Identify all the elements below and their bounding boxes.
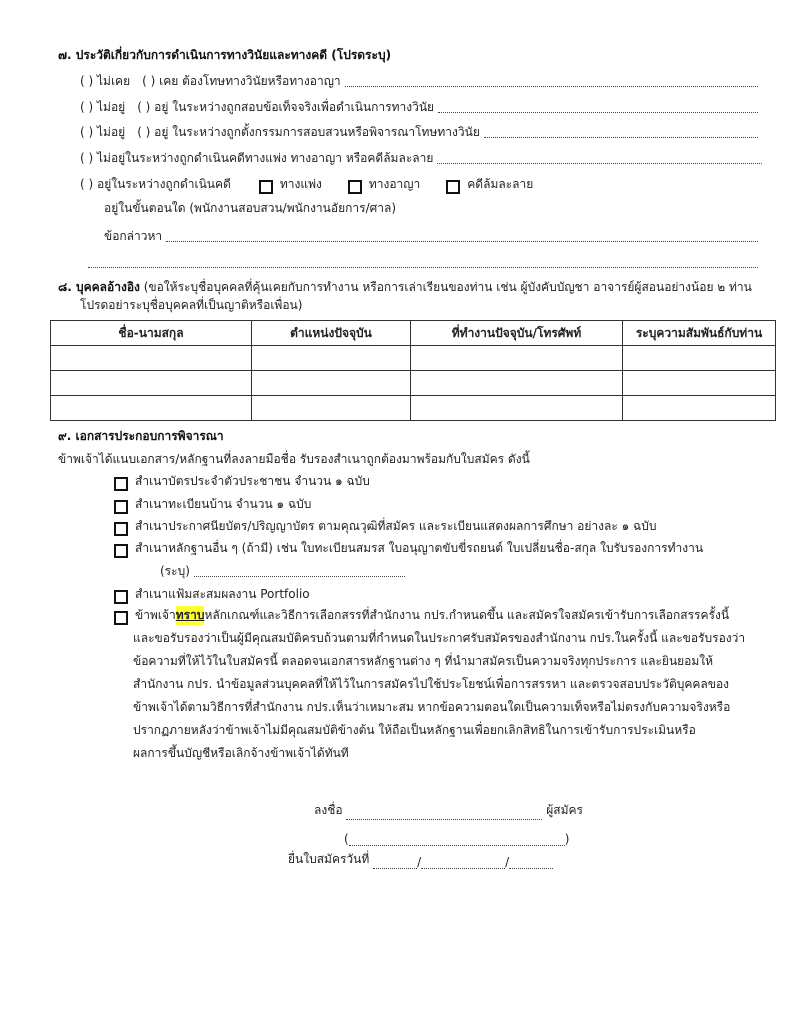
- cell[interactable]: [252, 396, 411, 421]
- reference-table: [50, 320, 776, 421]
- cell[interactable]: [252, 371, 411, 396]
- discipline-row-1[interactable]: [80, 73, 758, 91]
- item-label: สำเนาบัตรประจำตัวประชาชน จำนวน ๑ ฉบับ: [135, 474, 370, 488]
- checkbox-bankruptcy[interactable]: [446, 180, 460, 194]
- doc-item-portfolio: [114, 586, 310, 604]
- paren-close: ): [564, 832, 570, 846]
- option-in[interactable]: ( ) อยู่ ในระหว่างถูกสอบข้อเท็จจริงเพื่อดำเนินการทางวินัย: [137, 100, 435, 114]
- applicant-label: ผู้สมัคร: [546, 803, 583, 817]
- declaration-line-5: ข้าพเจ้าได้ตามวิธีการที่สำนักงาน กปร.เห็นว่าเหมาะสม หากข้อความตอนใดเป็นความเท็จหรือไม่ตรงกับความจริงหรือ: [133, 700, 731, 714]
- item-label: สำเนาทะเบียนบ้าน จำนวน ๑ ฉบับ: [135, 497, 312, 511]
- fill-line[interactable]: [438, 111, 758, 113]
- cell[interactable]: [411, 371, 623, 396]
- label-bankruptcy: คดีล้มละลาย: [467, 177, 534, 191]
- option-ever[interactable]: ( ) เคย ต้องโทษทางวินัยหรือทางอาญา: [142, 74, 341, 88]
- discipline-row-2[interactable]: [80, 99, 758, 117]
- col-relation: ระบุความสัมพันธ์กับท่าน: [623, 321, 776, 346]
- checkbox-declaration[interactable]: [114, 611, 128, 625]
- item-label: สำเนาแฟ้มสะสมผลงาน Portfolio: [135, 587, 310, 601]
- signature-row: [314, 802, 583, 820]
- checkbox[interactable]: [114, 477, 128, 491]
- cell[interactable]: [623, 396, 776, 421]
- option-in[interactable]: ( ) อยู่ ในระหว่างถูกตั้งกรรมการสอบสวนหรือพิจารณาโทษทางวินัย: [137, 125, 480, 139]
- option-not[interactable]: ( ) ไม่อยู่: [80, 100, 126, 114]
- option-in-case[interactable]: ( ) อยู่ในระหว่างถูกดำเนินคดี: [80, 177, 231, 191]
- date-sep: /: [505, 855, 510, 869]
- date-row: [288, 851, 553, 869]
- table-row: [51, 346, 776, 371]
- signature-field[interactable]: [346, 818, 542, 820]
- col-workplace: ที่ทำงานปัจจุบัน/โทรศัพท์: [411, 321, 623, 346]
- section8-note: (ขอให้ระบุชื่อบุคคลที่คุ้นเคยกับการทำงาน หรือการเล่าเรียนของท่าน เช่น ผู้บังคับบัญชา อาจารย์ผู้สอนอย่างน้อย ๒ ท่าน: [143, 280, 752, 294]
- declaration-pre: ข้าพเจ้า: [135, 608, 176, 622]
- sign-label: ลงชื่อ: [314, 803, 343, 817]
- discipline-row-3[interactable]: [80, 124, 758, 142]
- charge-row-2[interactable]: [88, 254, 758, 272]
- charge-label: ข้อกล่าวหา: [104, 229, 163, 243]
- checkbox[interactable]: [114, 522, 128, 536]
- declaration-line-4: สำนักงาน กปร. นำข้อมูลส่วนบุคคลที่ให้ไว้ในการสมัครไปใช้ประโยชน์เพื่อการสรรหา และตรวจสอบประวัติบุคคลของ: [133, 677, 730, 691]
- specify-label: (ระบุ): [160, 564, 190, 578]
- printed-name-row: [344, 828, 569, 846]
- section8-note-2: โปรดอย่าระบุชื่อบุคคลที่เป็นญาติหรือเพื่อน): [80, 298, 303, 312]
- cell[interactable]: [623, 371, 776, 396]
- cell[interactable]: [51, 371, 252, 396]
- section9-heading: ๙. เอกสารประกอบการพิจารณา: [58, 429, 224, 443]
- declaration-text: หลักเกณฑ์และวิธีการเลือกสรรที่สำนักงาน กปร.กำหนดขึ้น และสมัครใจสมัครเข้ารับการเลือกสรรครั้งนี้: [204, 608, 730, 622]
- section8-title-row: [58, 279, 752, 297]
- paren-open: (: [344, 832, 349, 846]
- section7-heading: ๗. ประวัติเกี่ยวกับการดำเนินการทางวินัยและทางคดี (โปรดระบุ): [58, 48, 392, 62]
- date-label: ยื่นใบสมัครวันที่: [288, 852, 370, 866]
- charge-row[interactable]: [104, 228, 758, 246]
- checkbox[interactable]: [114, 500, 128, 514]
- section9-intro: ข้าพเจ้าได้แนบเอกสาร/หลักฐานที่ลงลายมือชื่อ รับรองสำเนาถูกต้องมาพร้อมกับใบสมัคร ดังนี้: [58, 452, 530, 466]
- printed-name-field[interactable]: [349, 844, 565, 846]
- doc-item-other: [114, 540, 703, 558]
- charge-fill[interactable]: [166, 240, 758, 242]
- cell[interactable]: [51, 396, 252, 421]
- fill-line[interactable]: [484, 136, 758, 138]
- label-civil: ทางแพ่ง: [279, 177, 322, 191]
- fill-line[interactable]: [345, 85, 758, 87]
- charge-fill-2[interactable]: [88, 266, 758, 268]
- doc-item-id-card: [114, 473, 370, 491]
- checkbox-civil[interactable]: [259, 180, 273, 194]
- table-row: [51, 371, 776, 396]
- checkbox-criminal[interactable]: [348, 180, 362, 194]
- cell[interactable]: [51, 346, 252, 371]
- col-position: ตำแหน่งปัจจุบัน: [252, 321, 411, 346]
- declaration-line-3: ข้อความที่ให้ไว้ในใบสมัครนี้ ตลอดจนเอกสารหลักฐานต่าง ๆ ที่นำมาสมัครเป็นความจริงทุกประการ และยินยอมให้: [133, 654, 714, 668]
- declaration-line-7: ผลการขึ้นบัญชีหรือเลิกจ้างข้าพเจ้าได้ทันที: [133, 746, 349, 760]
- declaration-line-6: ปรากฏภายหลังว่าข้าพเจ้าไม่มีคุณสมบัติข้างต้น ให้ถือเป็นหลักฐานเพื่อยกเลิกสิทธิในการเข้ารับการประเมินหรือ: [133, 723, 696, 737]
- label-criminal: ทางอาญา: [368, 177, 421, 191]
- doc-item-degree: [114, 518, 656, 536]
- col-name: ชื่อ-นามสกุล: [51, 321, 252, 346]
- option-never[interactable]: ( ) ไม่เคย: [80, 74, 131, 88]
- option-not-in-case[interactable]: ( ) ไม่อยู่ในระหว่างถูกดำเนินคดีทางแพ่ง ทางอาญา หรือคดีล้มละลาย: [80, 151, 434, 165]
- stage-label: อยู่ในขั้นตอนใด (พนักงานสอบสวน/พนักงานอัยการ/ศาล): [104, 201, 396, 215]
- section8-heading: ๘. บุคคลอ้างอิง: [58, 280, 140, 294]
- specify-fill[interactable]: [194, 575, 405, 577]
- option-not[interactable]: ( ) ไม่อยู่: [80, 125, 126, 139]
- item-label: สำเนาประกาศนียบัตร/ปริญญาบัตร ตามคุณวุฒิที่สมัคร และระเบียนแสดงผลการศึกษา อย่างละ ๑ ฉบับ: [135, 519, 657, 533]
- date-month-field[interactable]: [421, 867, 505, 869]
- table-row: [51, 396, 776, 421]
- discipline-row-4[interactable]: [80, 150, 762, 168]
- fill-line[interactable]: [437, 162, 762, 164]
- cell[interactable]: [411, 396, 623, 421]
- checkbox[interactable]: [114, 590, 128, 604]
- declaration-line-1: [114, 607, 729, 625]
- cell[interactable]: [623, 346, 776, 371]
- highlighted-word: ทราบ: [176, 606, 205, 625]
- specify-row[interactable]: [160, 563, 405, 581]
- cell[interactable]: [411, 346, 623, 371]
- item-label: สำเนาหลักฐานอื่น ๆ (ถ้ามี) เช่น ใบทะเบียนสมรส ใบอนุญาตขับขี่รถยนต์ ใบเปลี่ยนชื่อ-สกุล ใบรับรองการทำงาน: [135, 541, 704, 555]
- doc-item-house-reg: [114, 496, 311, 514]
- checkbox[interactable]: [114, 544, 128, 558]
- cell[interactable]: [252, 346, 411, 371]
- declaration-line-2: และขอรับรองว่าเป็นผู้มีคุณสมบัติครบถ้วนตามที่กำหนดในประกาศรับสมัครของสำนักงาน กปร.ในครั้งนี้ และขอรับรองว่า: [133, 631, 746, 645]
- discipline-row-5: [80, 176, 533, 194]
- date-day-field[interactable]: [373, 867, 417, 869]
- date-sep: /: [417, 855, 422, 869]
- date-year-field[interactable]: [509, 867, 553, 869]
